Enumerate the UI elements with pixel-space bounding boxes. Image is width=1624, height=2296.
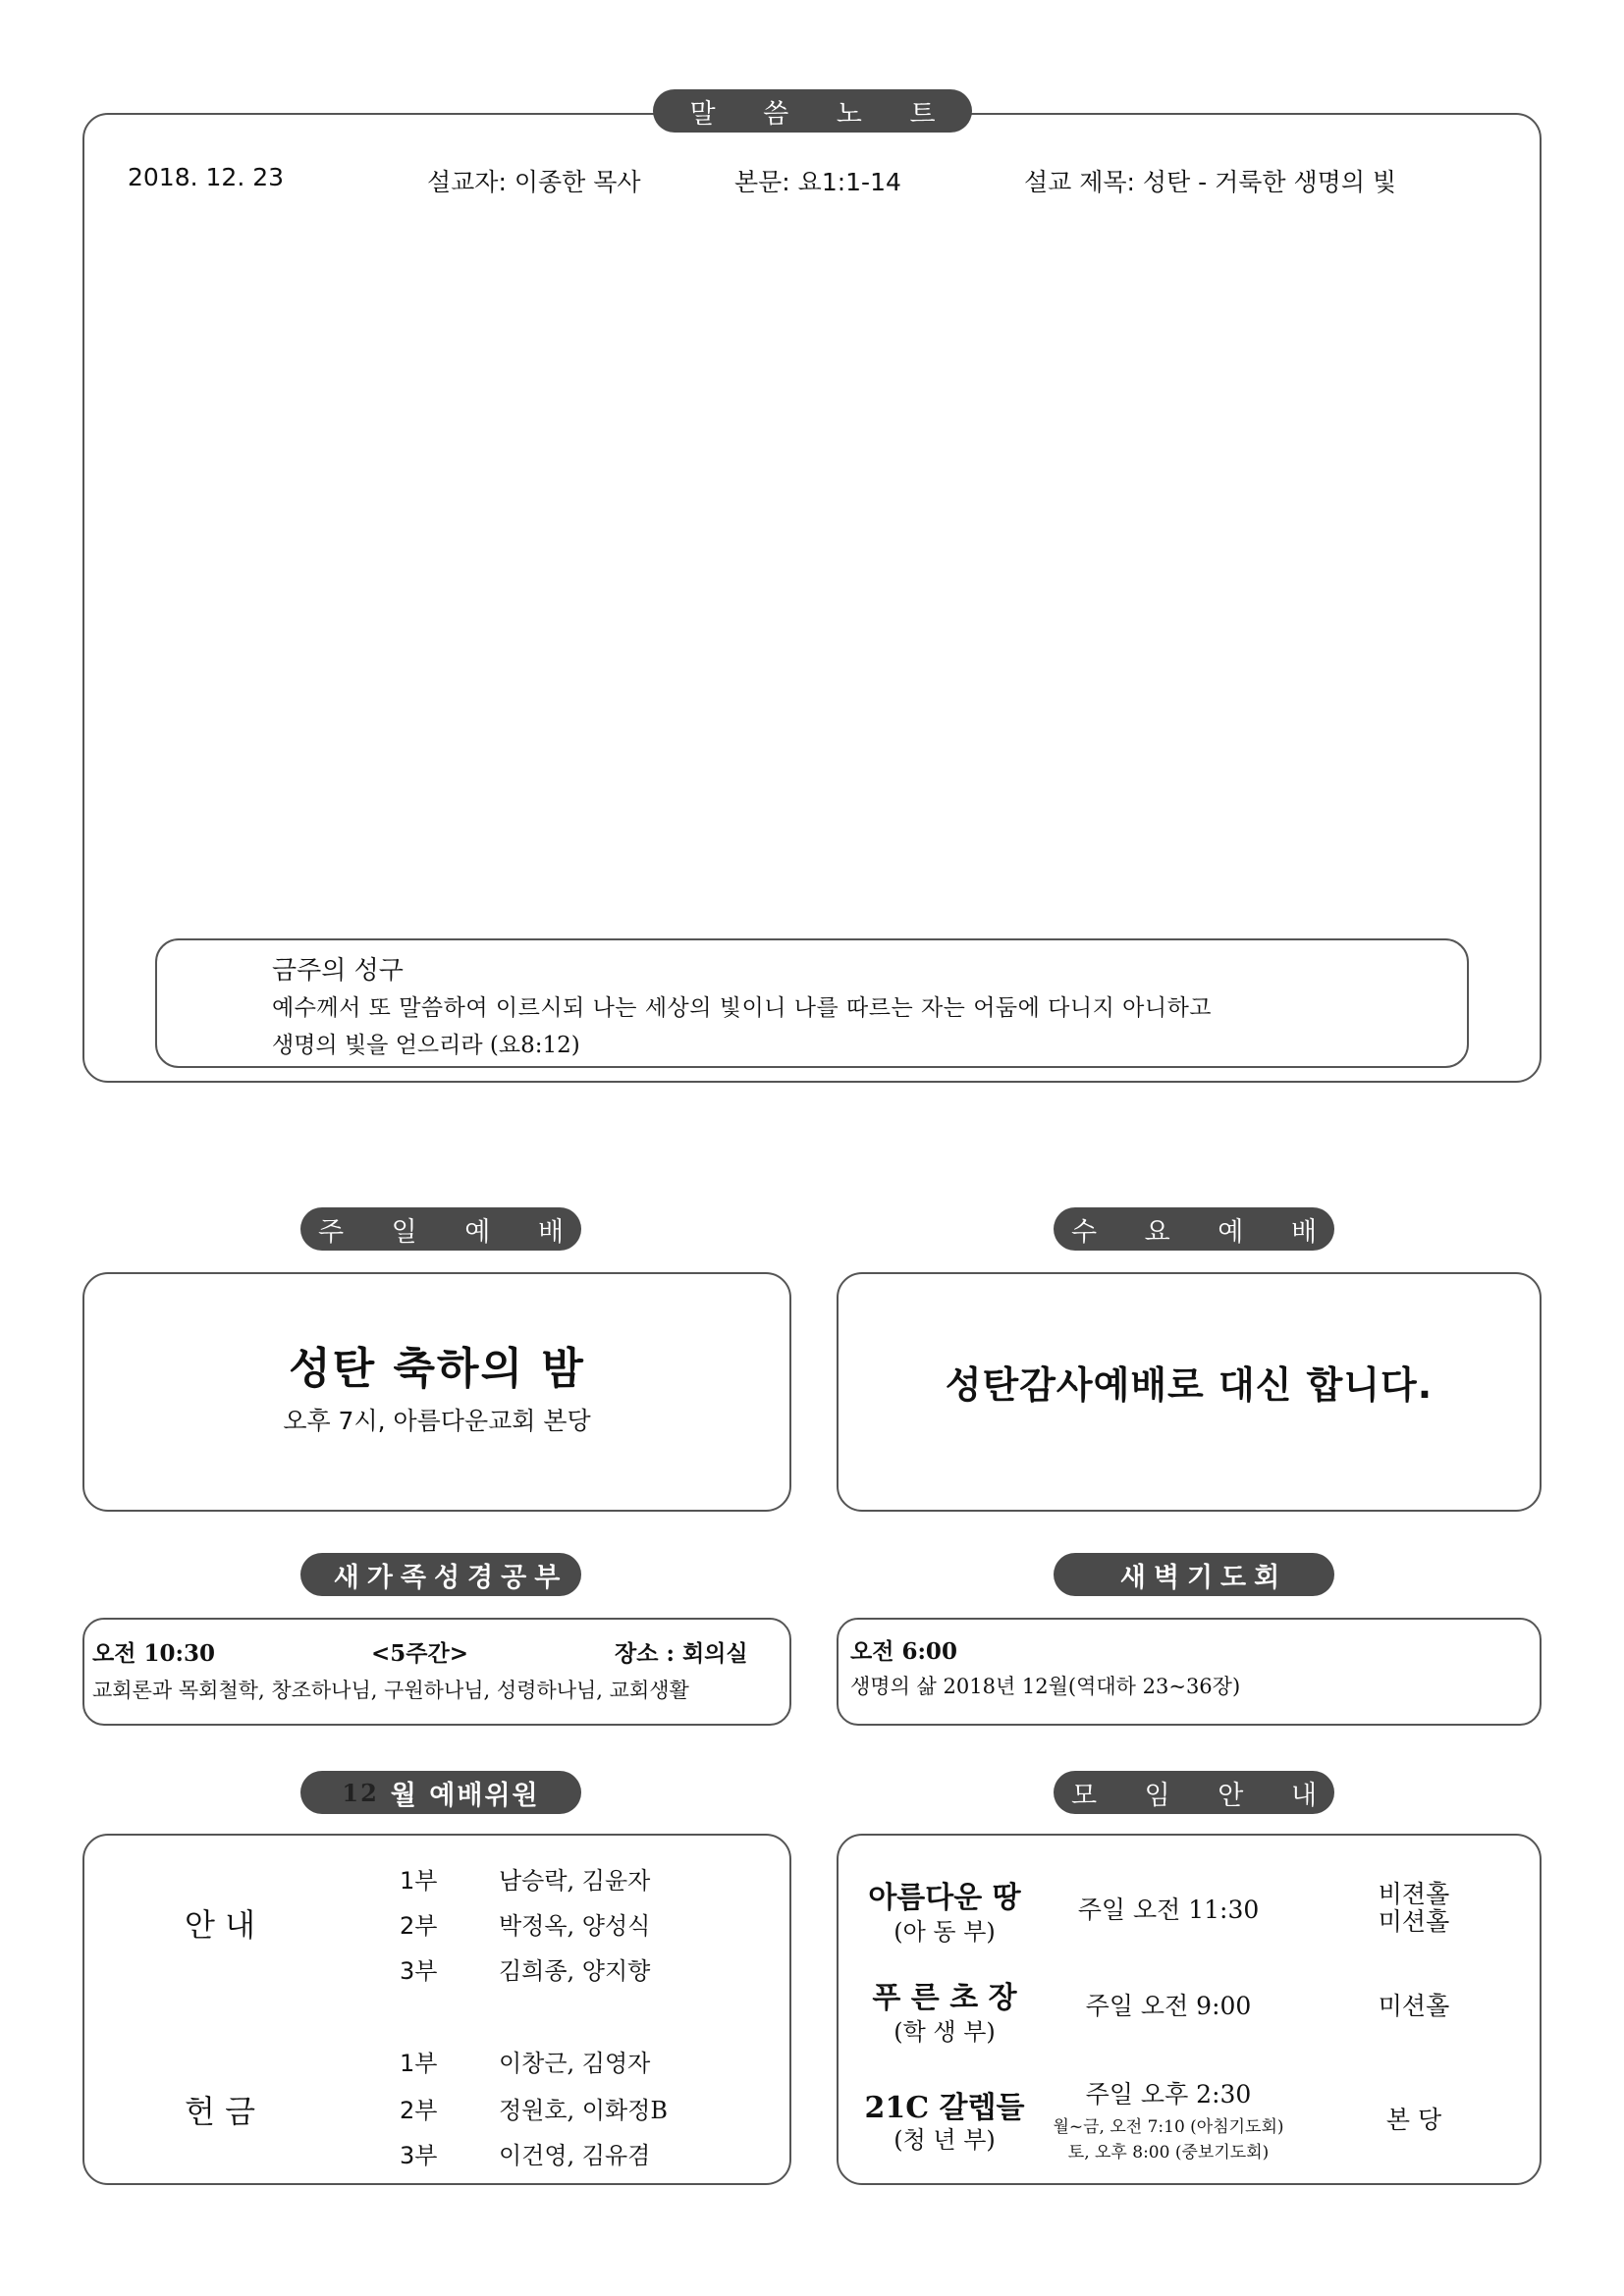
meeting-2-dept: (학 생 부) (893, 2018, 996, 2046)
meeting-2-name: 푸 른 초 장 (872, 1981, 1017, 2015)
sermon-note-header: 말 씀 노 트 (653, 89, 972, 133)
meeting-1-place-2: 미션홀 (1378, 1907, 1450, 1936)
usher-label: 안 내 (185, 1906, 255, 1944)
dawn-prayer-detail: 생명의 삶 2018년 12월(역대하 23~36장) (850, 1675, 1241, 1698)
offering-part-1: 1부 (400, 2050, 438, 2077)
meeting-1-place-1: 비젼홀 (1378, 1880, 1450, 1908)
offering-label: 헌 금 (185, 2093, 255, 2130)
meeting-3-dept: (청 년 부) (893, 2126, 996, 2154)
dawn-prayer-header: 새벽기도회 (1054, 1553, 1334, 1596)
family-bible-box (82, 1618, 791, 1726)
sermon-passage: 본문: 요1:1-14 (734, 168, 901, 196)
committee-header (300, 1771, 581, 1814)
meeting-1-dept: (아 동 부) (893, 1918, 996, 1946)
sermon-preacher: 설교자: 이종한 목사 (427, 168, 641, 196)
meetings-header: 모 임 안 내 (1054, 1771, 1334, 1814)
meeting-3-name: 21C 갈렙들 (864, 2091, 1025, 2125)
weekly-verse-label: 금주의 성구 (272, 956, 404, 986)
sunday-event-title: 성탄 축하의 밤 (289, 1344, 585, 1394)
committee-month: 12 (342, 1778, 379, 1807)
sunday-worship-header: 주 일 예 배 (300, 1207, 581, 1251)
sunday-event-detail: 오후 7시, 아름다운교회 본당 (283, 1407, 591, 1435)
meeting-3-sub-1: 월~금, 오전 7:10 (아침기도회) (1053, 2117, 1284, 2137)
meeting-2-time: 주일 오전 9:00 (1085, 1992, 1252, 2020)
offering-names-1: 이창근, 김영자 (499, 2050, 651, 2077)
committee-title: 월 예배위원 (390, 1780, 540, 1811)
family-bible-place: 장소 : 회의실 (615, 1640, 748, 1667)
offering-part-2: 2부 (400, 2097, 438, 2124)
meeting-1-name: 아름다운 땅 (868, 1881, 1021, 1915)
family-bible-time: 오전 10:30 (92, 1640, 215, 1667)
meeting-2-place: 미션홀 (1378, 1992, 1450, 2020)
weekly-verse-line2: 생명의 빛을 얻으리라 (요8:12) (272, 1033, 580, 1058)
family-bible-header: 새가족성경공부 (300, 1553, 581, 1596)
usher-names-3: 김희종, 양지향 (499, 1957, 651, 1985)
sermon-note-box (82, 113, 1542, 1083)
dawn-prayer-time: 오전 6:00 (850, 1638, 957, 1665)
family-bible-duration: <5주간> (371, 1640, 468, 1667)
meeting-1-time: 주일 오전 11:30 (1077, 1896, 1260, 1924)
sermon-date: 2018. 12. 23 (128, 163, 285, 191)
family-bible-topics: 교회론과 목회철학, 창조하나님, 구원하나님, 성령하나님, 교회생활 (92, 1679, 689, 1702)
meeting-3-place: 본 당 (1385, 2106, 1442, 2134)
wednesday-worship-header: 수 요 예 배 (1054, 1207, 1334, 1251)
offering-names-3: 이건영, 김유겸 (499, 2142, 651, 2169)
offering-names-2: 정원호, 이화정B (499, 2097, 668, 2124)
usher-part-2: 2부 (400, 1912, 438, 1940)
meeting-3-sub-2: 토, 오후 8:00 (중보기도회) (1067, 2143, 1270, 2163)
usher-names-2: 박정옥, 양성식 (499, 1912, 651, 1940)
weekly-verse-line1: 예수께서 또 말씀하여 이르시되 나는 세상의 빛이니 나를 따르는 자는 어둠에 다니지 아니하고 (272, 995, 1213, 1021)
usher-names-1: 남승락, 김윤자 (499, 1867, 651, 1895)
meeting-3-time: 주일 오후 2:30 (1085, 2080, 1252, 2109)
wednesday-message: 성탄감사예배로 대신 합니다. (945, 1363, 1434, 1407)
sermon-title: 설교 제목: 성탄 - 거룩한 생명의 빛 (1024, 168, 1397, 196)
usher-part-3: 3부 (400, 1957, 438, 1985)
offering-part-3: 3부 (400, 2142, 438, 2169)
usher-part-1: 1부 (400, 1867, 438, 1895)
